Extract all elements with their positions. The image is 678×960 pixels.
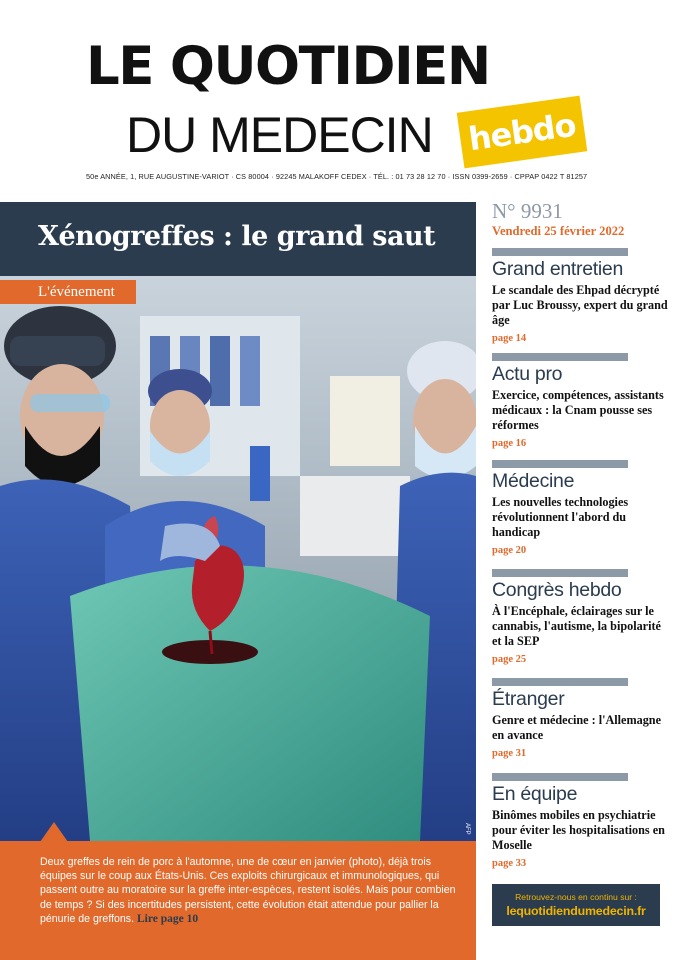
masthead-title-line1: LE QUOTIDIEN xyxy=(86,36,490,97)
section-grand-entretien[interactable] xyxy=(492,248,672,344)
section-actu-pro[interactable] xyxy=(492,353,672,449)
section-bar xyxy=(492,248,628,256)
photo-credit: AFP xyxy=(464,823,470,835)
event-tag: L'événement xyxy=(0,280,136,304)
issue-number: N° 9931 xyxy=(492,199,563,223)
masthead-title-line2: DU MEDECIN xyxy=(126,107,433,163)
section-page[interactable]: page 16 xyxy=(492,438,527,450)
section-desc: Le scandale des Ehpad décrypté par Luc Broussy, expert du grand âge xyxy=(492,282,668,327)
section-medecine[interactable] xyxy=(492,460,672,556)
hebdo-badge: hebdo xyxy=(457,96,588,169)
section-desc: Binômes mobiles en psychiatrie pour éviter les hospitalisations en Moselle xyxy=(492,807,665,852)
section-page[interactable]: page 20 xyxy=(492,545,527,557)
section-title: Actu pro xyxy=(492,363,563,385)
section-title: Grand entretien xyxy=(492,258,624,280)
section-bar xyxy=(492,773,628,781)
website-link[interactable]: lequotidiendumedecin.fr xyxy=(506,904,646,918)
online-label: Retrouvez-nous en continu sur : xyxy=(515,892,637,902)
lead-notch xyxy=(40,822,68,842)
section-page[interactable]: page 14 xyxy=(492,333,527,345)
section-title: Congrès hebdo xyxy=(492,579,622,601)
lead-body: Deux greffes de rein de porc à l'automne, une de cœur en janvier (photo), déjà trois équipes sur le coup aux États-Unis. Ces exploits chirurgicaux et immunologiques, qui passent outre au moratoire sur la greffe inter-espèces, restent isolés. Mais pour combien de temps ? Si des incertitudes persistent, cette évolution était attendue pour pallier la pénurie de greffons. xyxy=(40,856,456,925)
section-page[interactable]: page 25 xyxy=(492,654,527,666)
section-en-equipe[interactable] xyxy=(492,773,672,869)
headline-band xyxy=(0,202,476,276)
section-page[interactable]: page 31 xyxy=(492,747,527,759)
cover-photo xyxy=(0,276,476,841)
section-bar xyxy=(492,569,628,577)
section-bar xyxy=(492,678,628,686)
section-desc: Les nouvelles technologies révolutionnent l'abord du handicap xyxy=(492,494,629,539)
cover-headline: Xénogreffes : le grand saut xyxy=(38,221,436,252)
section-congres-hebdo[interactable] xyxy=(492,569,672,665)
cover-lead xyxy=(40,855,460,926)
section-title: En équipe xyxy=(492,783,578,805)
section-desc: À l'Encéphale, éclairages sur le cannabis, l'autisme, la bipolarité et la SEP xyxy=(492,603,661,648)
section-bar xyxy=(492,460,628,468)
section-page[interactable]: page 33 xyxy=(492,858,527,870)
issue-date: Vendredi 25 février 2022 xyxy=(492,224,625,238)
section-etranger[interactable] xyxy=(492,678,672,759)
surgery-photo-illustration xyxy=(0,276,476,841)
read-more-link[interactable]: Lire page 10 xyxy=(137,912,199,925)
section-title: Étranger xyxy=(492,688,565,710)
masthead xyxy=(0,0,678,195)
masthead-address: 50e ANNÉE, 1, RUE AUGUSTINE-VARIOT · CS 80004 · 92245 MALAKOFF CEDEX · TÉL. : 01 73 28 12 70 · ISSN 0399-2659 · CPPAP 0422 T 81257 xyxy=(86,172,588,181)
online-box[interactable] xyxy=(492,884,660,926)
section-desc: Exercice, compétences, assistants médicaux : la Cnam pousse ses réformes xyxy=(492,387,664,432)
section-bar xyxy=(492,353,628,361)
section-desc: Genre et médecine : l'Allemagne en avance xyxy=(492,712,661,742)
section-title: Médecine xyxy=(492,470,575,492)
